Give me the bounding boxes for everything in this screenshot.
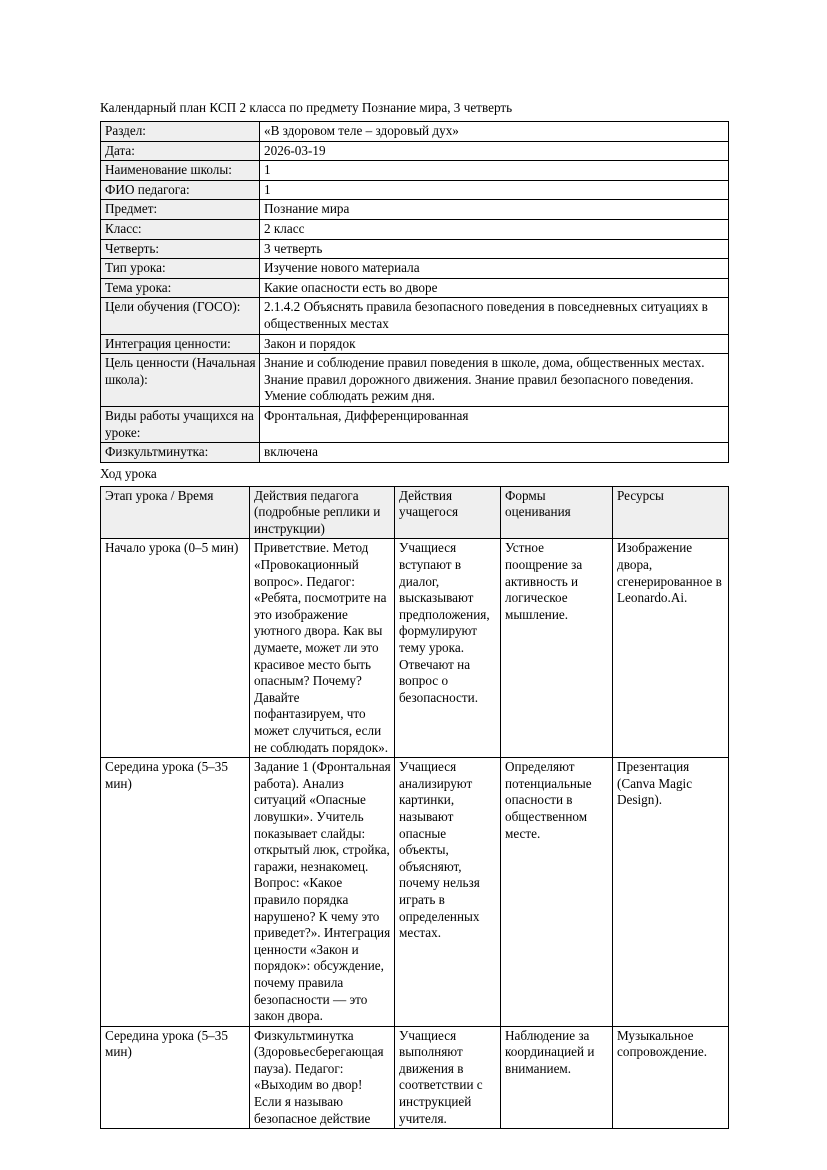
lesson-flow-header (101, 486, 729, 539)
table-row (101, 161, 729, 181)
info-label: Цели обучения (ГОСО): (101, 298, 260, 334)
info-value: Фронтальная, Дифференцированная (260, 406, 729, 442)
table-row (101, 443, 729, 463)
table-row (101, 180, 729, 200)
column-header-resources: Ресурсы (613, 486, 729, 539)
lesson-info-body (101, 122, 729, 463)
table-row (101, 239, 729, 259)
table-row (101, 334, 729, 354)
info-label: Четверть: (101, 239, 260, 259)
table-header-row (101, 486, 729, 539)
table-row (101, 758, 729, 1027)
cell-student-actions: Учащиеся выполняют движения в соответствии с инструкцией учителя. (395, 1026, 501, 1129)
info-label: Тип урока: (101, 259, 260, 279)
cell-resources: Музыкальное сопровождение. (613, 1026, 729, 1129)
cell-stage: Начало урока (0–5 мин) (101, 539, 250, 758)
info-label: Дата: (101, 141, 260, 161)
info-label: Наименование школы: (101, 161, 260, 181)
table-row (101, 122, 729, 142)
cell-student-actions: Учащиеся вступают в диалог, высказывают предположения, формулируют тему урока. Отвечают на вопрос о безопасности. (395, 539, 501, 758)
table-row (101, 278, 729, 298)
table-row (101, 259, 729, 279)
table-row (101, 354, 729, 407)
info-value: 2026-03-19 (260, 141, 729, 161)
info-label: Раздел: (101, 122, 260, 142)
cell-assessment: Устное поощрение за активность и логическое мышление. (501, 539, 613, 758)
lesson-info-table (100, 121, 729, 463)
cell-resources: Презентация (Canva Magic Design). (613, 758, 729, 1027)
info-value: включена (260, 443, 729, 463)
info-value: Познание мира (260, 200, 729, 220)
cell-stage: Середина урока (5–35 мин) (101, 758, 250, 1027)
table-row (101, 406, 729, 442)
info-value: 3 четверть (260, 239, 729, 259)
info-label: Физкультминутка: (101, 443, 260, 463)
info-value: Изучение нового материала (260, 259, 729, 279)
info-label: Цель ценности (Начальная школа): (101, 354, 260, 407)
info-label: Предмет: (101, 200, 260, 220)
table-row (101, 539, 729, 758)
info-label: ФИО педагога: (101, 180, 260, 200)
cell-stage: Середина урока (5–35 мин) (101, 1026, 250, 1129)
info-label: Интеграция ценности: (101, 334, 260, 354)
cell-assessment: Наблюдение за координацией и вниманием. (501, 1026, 613, 1129)
flow-heading: Ход урока (100, 465, 157, 481)
cell-resources: Изображение двора, сгенерированное в Leonardo.Ai. (613, 539, 729, 758)
table-row (101, 141, 729, 161)
cell-assessment: Определяют потенциальные опасности в общественном месте. (501, 758, 613, 1027)
column-header-stage: Этап урока / Время (101, 486, 250, 539)
info-value: Знание и соблюдение правил поведения в школе, дома, общественных местах. Знание правил дорожного движения. Знание правил безопасного поведения. Умение соблюдать режим дня. (260, 354, 729, 407)
info-value: «В здоровом теле – здоровый дух» (260, 122, 729, 142)
column-header-student-actions: Действия учащегося (395, 486, 501, 539)
cell-teacher-actions: Приветствие. Метод «Провокационный вопрос». Педагог: «Ребята, посмотрите на это изображение уютного двора. Как вы думаете, может ли это красивое место быть опасным? Почему? Давайте пофантазируем, что может случиться, если не соблюдать порядок». (250, 539, 395, 758)
table-row (101, 219, 729, 239)
info-value: 1 (260, 180, 729, 200)
info-value: Какие опасности есть во дворе (260, 278, 729, 298)
info-label: Тема урока: (101, 278, 260, 298)
info-label: Виды работы учащихся на уроке: (101, 406, 260, 442)
column-header-assessment: Формы оценивания (501, 486, 613, 539)
lesson-flow-table (100, 486, 729, 1130)
cell-teacher-actions: Физкультминутка (Здоровьесберегающая пауза). Педагог: «Выходим во двор! Если я называю безопасное действие (250, 1026, 395, 1129)
info-value: 2 класс (260, 219, 729, 239)
table-row (101, 200, 729, 220)
info-value: 2.1.4.2 Объяснять правила безопасного поведения в повседневных ситуациях в общественных местах (260, 298, 729, 334)
table-row (101, 1026, 729, 1129)
table-row (101, 298, 729, 334)
column-header-teacher-actions: Действия педагога (подробные реплики и инструкции) (250, 486, 395, 539)
info-value: 1 (260, 161, 729, 181)
info-label: Класс: (101, 219, 260, 239)
cell-teacher-actions: Задание 1 (Фронтальная работа). Анализ ситуаций «Опасные ловушки». Учитель показывает слайды: открытый люк, стройка, гаражи, незнакомец. Вопрос: «Какое правило порядка нарушено? К чему это приведет?». Интеграция ценности «Закон и порядок»: обсуждение, почему правила безопасности — это закон двора. (250, 758, 395, 1027)
lesson-flow-body (101, 539, 729, 1129)
cell-student-actions: Учащиеся анализируют картинки, называют опасные объекты, объясняют, почему нельзя играть в определенных местах. (395, 758, 501, 1027)
page-title: Календарный план КСП 2 класса по предмету Познание мира, 3 четверть (100, 100, 513, 115)
info-value: Закон и порядок (260, 334, 729, 354)
